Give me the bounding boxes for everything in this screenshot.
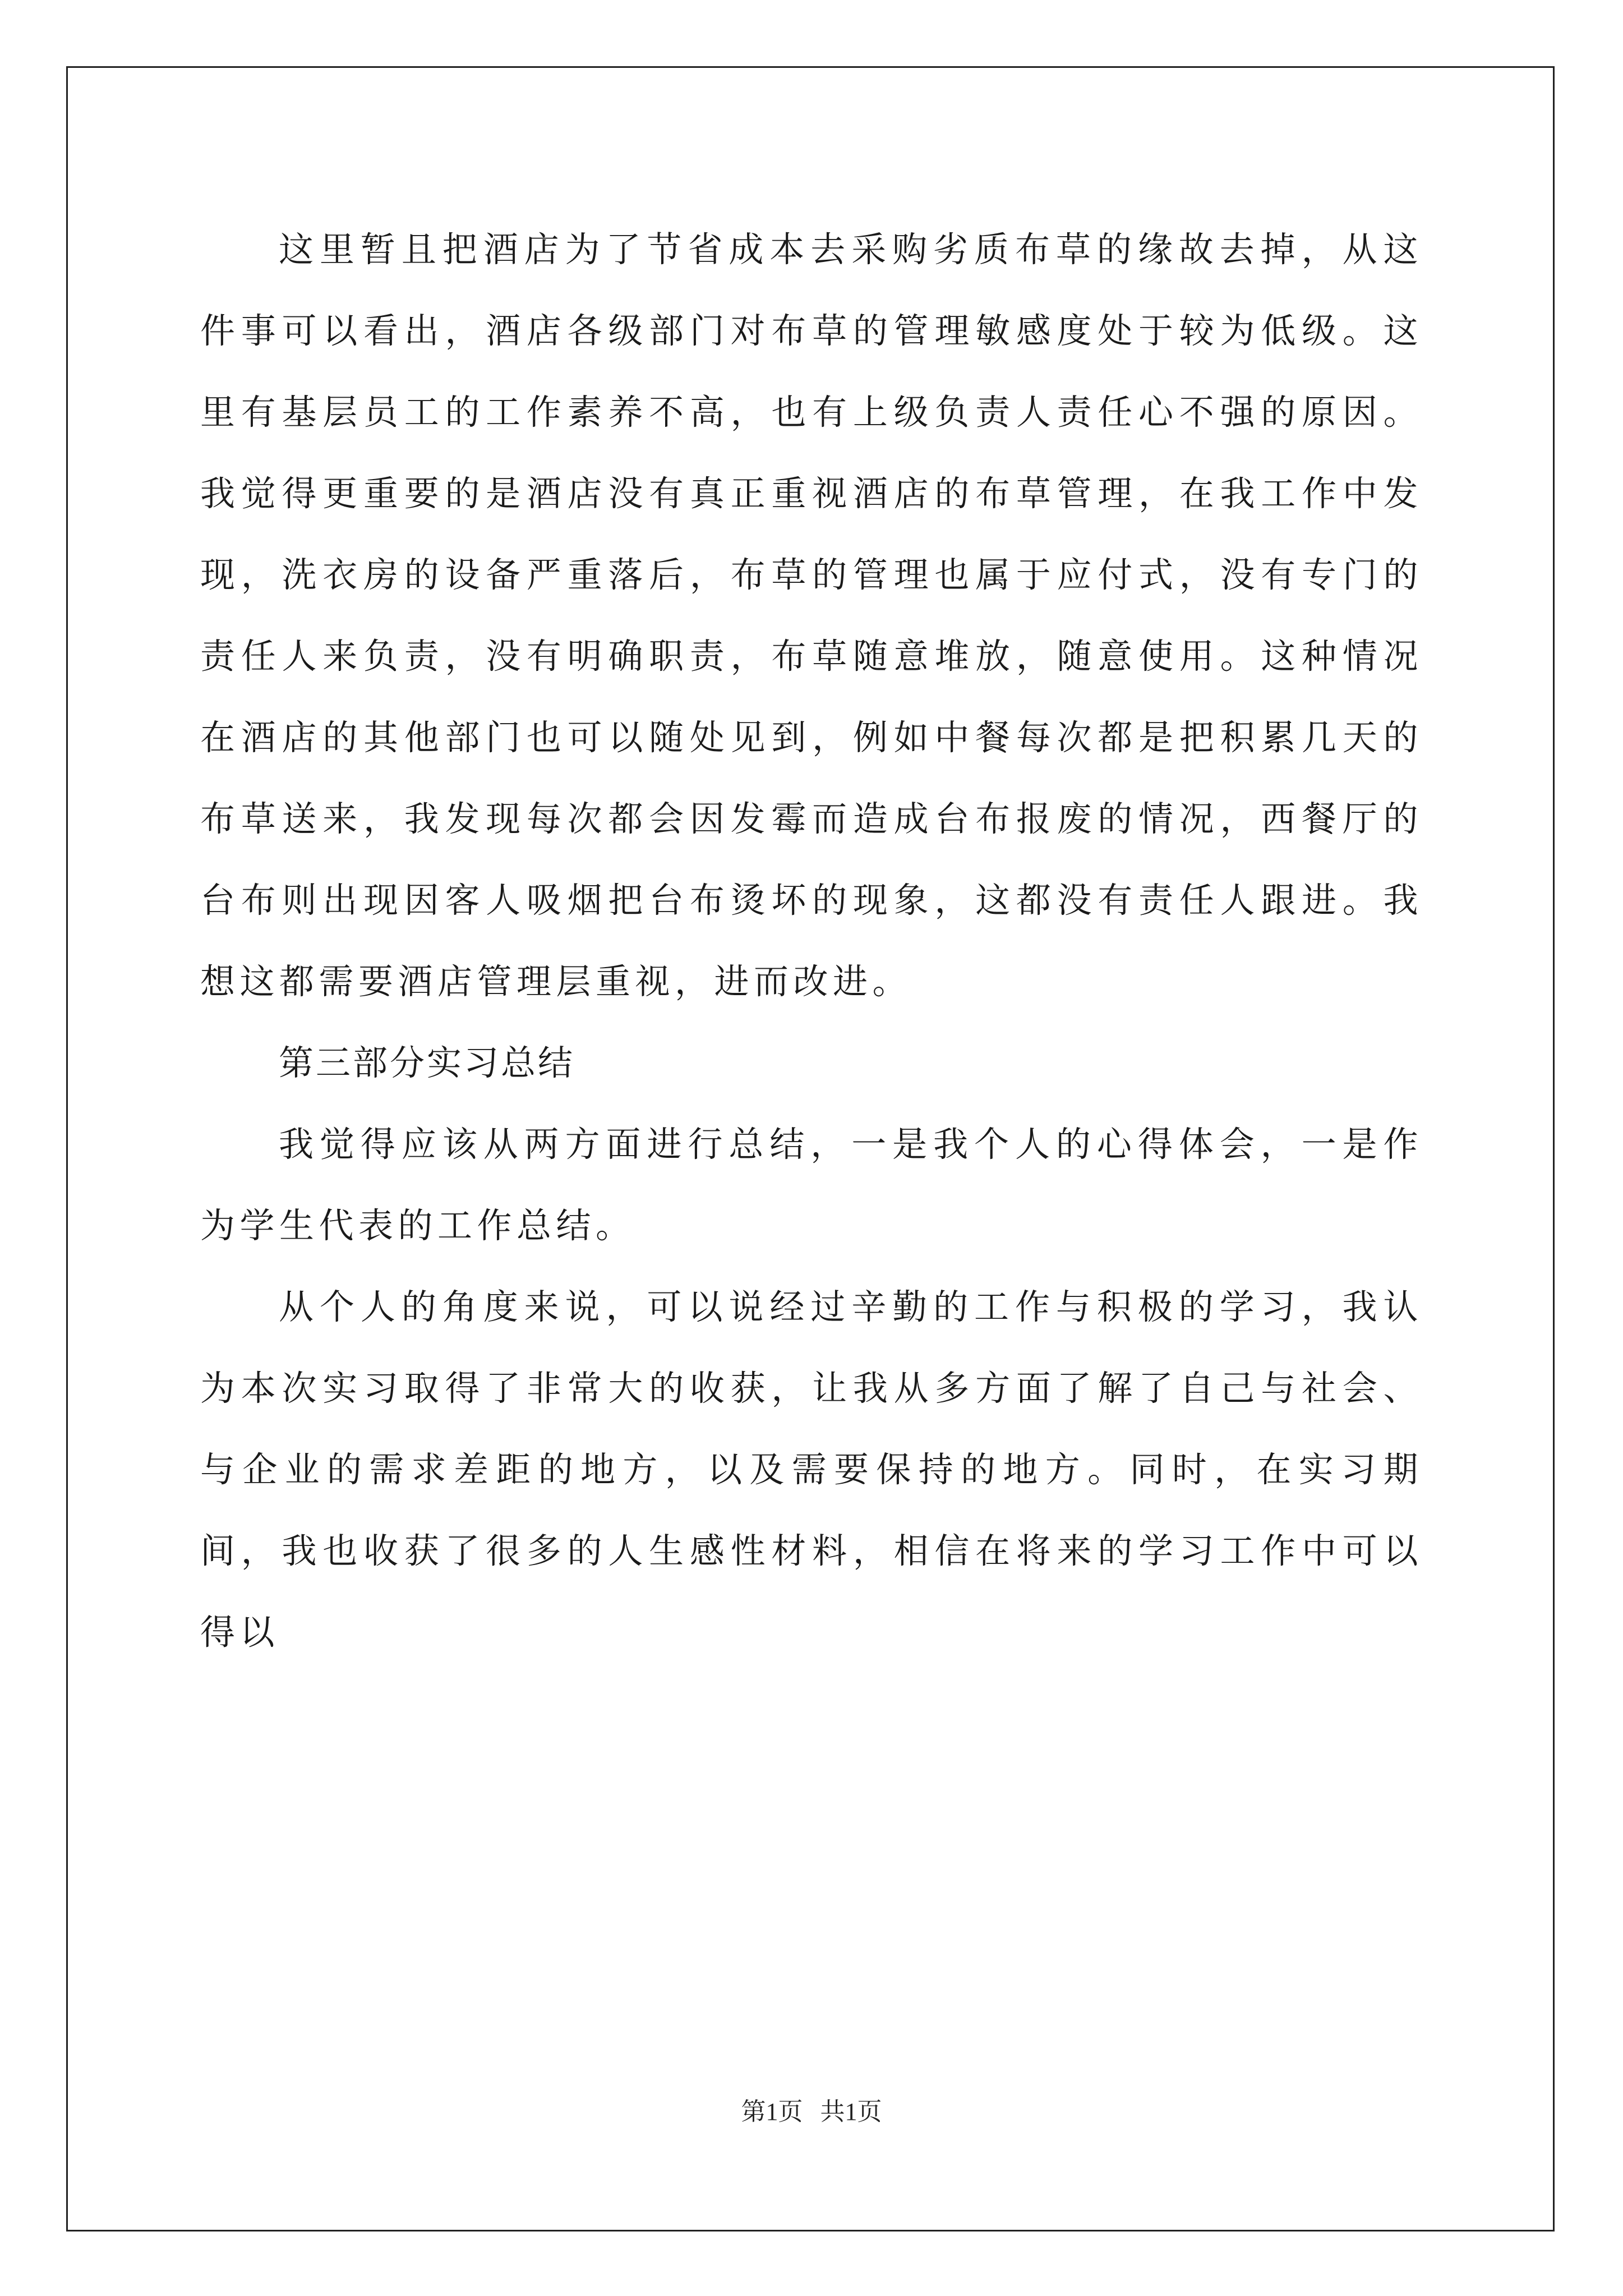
section-heading: 第三部分实习总结 [279, 1042, 575, 1083]
paragraph-布草管理: 这里暂且把酒店为了节省成本去采购劣质布草的缘故去掉，从这件事可以看出，酒店各级部门对布草的管理敏感度处于较为低级。这里有基层员工的工作素养不高，也有上级负责人责任心不强的原因。我觉得更重要的是酒店没有真正重视酒店的布草管理，在我工作中发现，洗衣房的设备严重落后，布草的管理也属于应付式，没有专门的责任人来负责，没有明确职责，布草随意堆放，随意使用。这种情况在酒店的其他部门也可以随处见到，例如中餐每次都是把积累几天的布草送来，我发现每次都会因发霉而造成台布报废的情况，西餐厅的台布则出现因客人吸烟把台布烫坏的现象，这都没有责任人跟进。我想这都需要酒店管理层重视，进而改进。 [200, 229, 1423, 1002]
document-body [200, 209, 1423, 1673]
page-total: 共1页 [820, 2098, 882, 2125]
paragraph-个人角度: 从个人的角度来说，可以说经过辛勤的工作与积极的学习，我认为本次实习取得了非常大的收获，让我从多方面了解了自己与社会、与企业的需求差距的地方，以及需要保持的地方。同时，在实习期间，我也收获了很多的人生感性材料，相信在将来的学习工作中可以得以 [200, 1286, 1423, 1653]
page-number: 第1页 [741, 2098, 803, 2125]
page-footer [0, 2091, 1623, 2127]
paragraph-总结方面: 我觉得应该从两方面进行总结，一是我个人的心得体会，一是作为学生代表的工作总结。 [200, 1124, 1423, 1246]
